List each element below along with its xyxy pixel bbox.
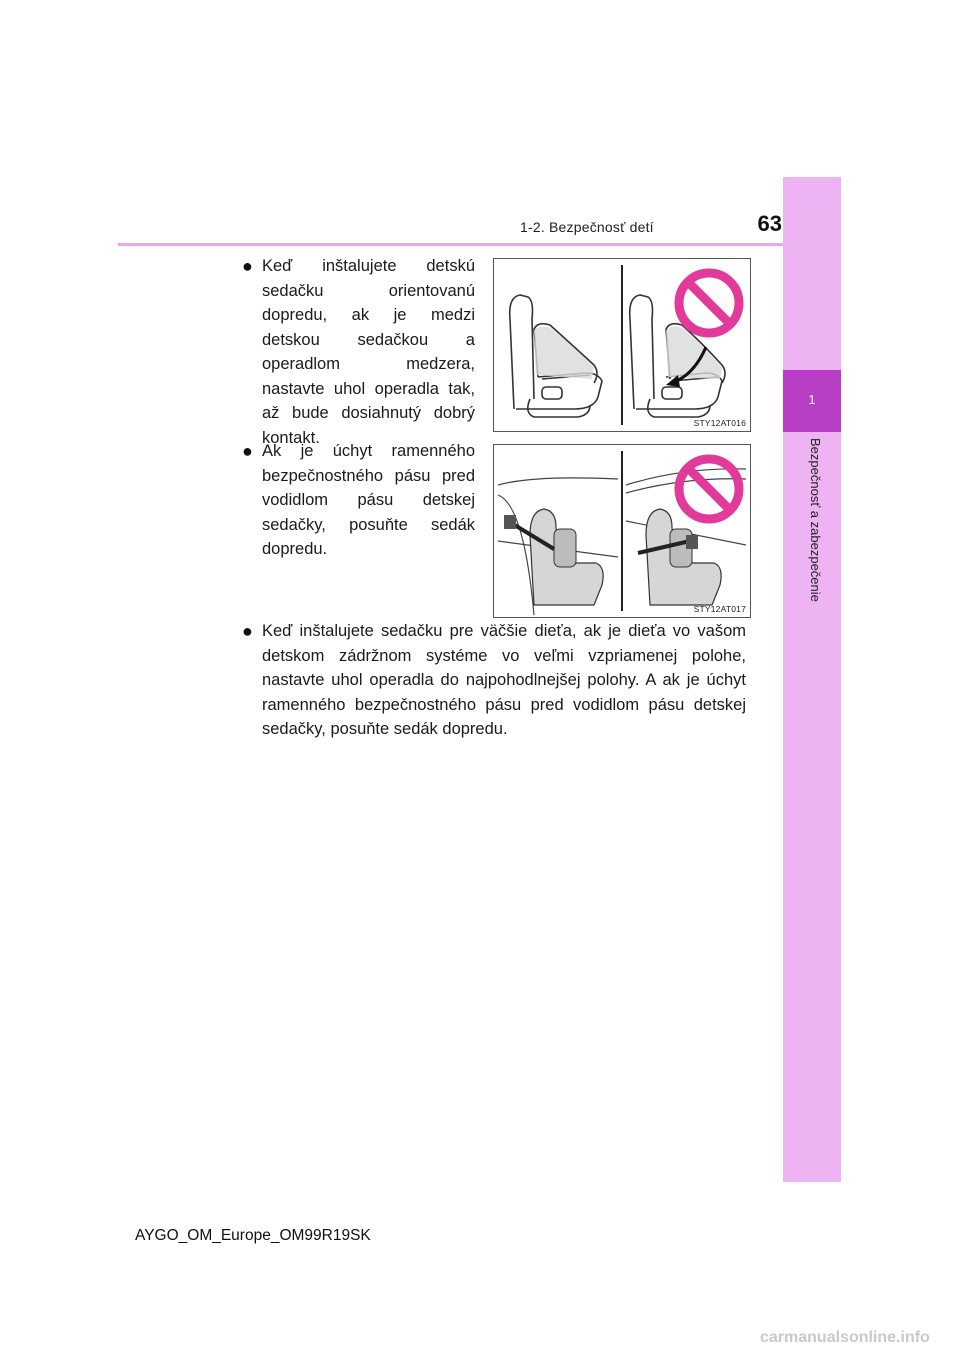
bullet-item bbox=[242, 254, 475, 450]
bullet-item bbox=[242, 439, 475, 562]
document-code: AYGO_OM_Europe_OM99R19SK bbox=[135, 1227, 371, 1244]
watermark: carmanualsonline.info bbox=[760, 1329, 930, 1346]
chapter-title: Bezpečnosť a zabezpečenie bbox=[808, 438, 823, 602]
header-rule bbox=[118, 243, 840, 246]
bullet-text: Ak je úchyt ramenného bezpečnostného pásu pred vodidlom pásu detskej sedačky, posuňte sedák dopredu. bbox=[262, 442, 475, 558]
page-number: 63 bbox=[757, 211, 782, 236]
bullet-symbol: ● bbox=[242, 621, 253, 641]
prohibition-icon bbox=[679, 273, 739, 333]
side-tab bbox=[783, 177, 841, 1182]
figure-code: STY12AT017 bbox=[693, 604, 746, 614]
bullet-item bbox=[242, 619, 746, 742]
seat-illustration bbox=[494, 259, 750, 431]
bullet-text: Keď inštalujete detskú sedačku orientovanú dopredu, ak je medzi detskou sedačkou a operadlom medzera, nastavte uhol operadla tak, až bude dosiahnutý dobrý kontakt. bbox=[262, 257, 475, 447]
figure-shoulder-belt bbox=[493, 444, 751, 618]
bullet-text: Keď inštalujete sedačku pre väčšie dieťa, ak je dieťa vo vašom detskom zádržnom systéme vo veľmi vzpriamenej polohe, nastavte uhol operadla do najpohodlnejšej polohy. A ak je úchyt ramenného bezpečnostného pásu pred vodidlom pásu detskej sedačky, posuňte sedák dopredu. bbox=[262, 622, 746, 738]
figure-seat-gap bbox=[493, 258, 751, 432]
prohibition-icon bbox=[679, 459, 739, 519]
belt-illustration bbox=[494, 445, 750, 617]
running-head: 1-2. Bezpečnosť detí bbox=[520, 219, 654, 235]
bullet-symbol: ● bbox=[242, 256, 253, 276]
chapter-number: 1 bbox=[808, 392, 816, 407]
figure-code: STY12AT016 bbox=[693, 418, 746, 428]
bullet-symbol: ● bbox=[242, 441, 253, 461]
